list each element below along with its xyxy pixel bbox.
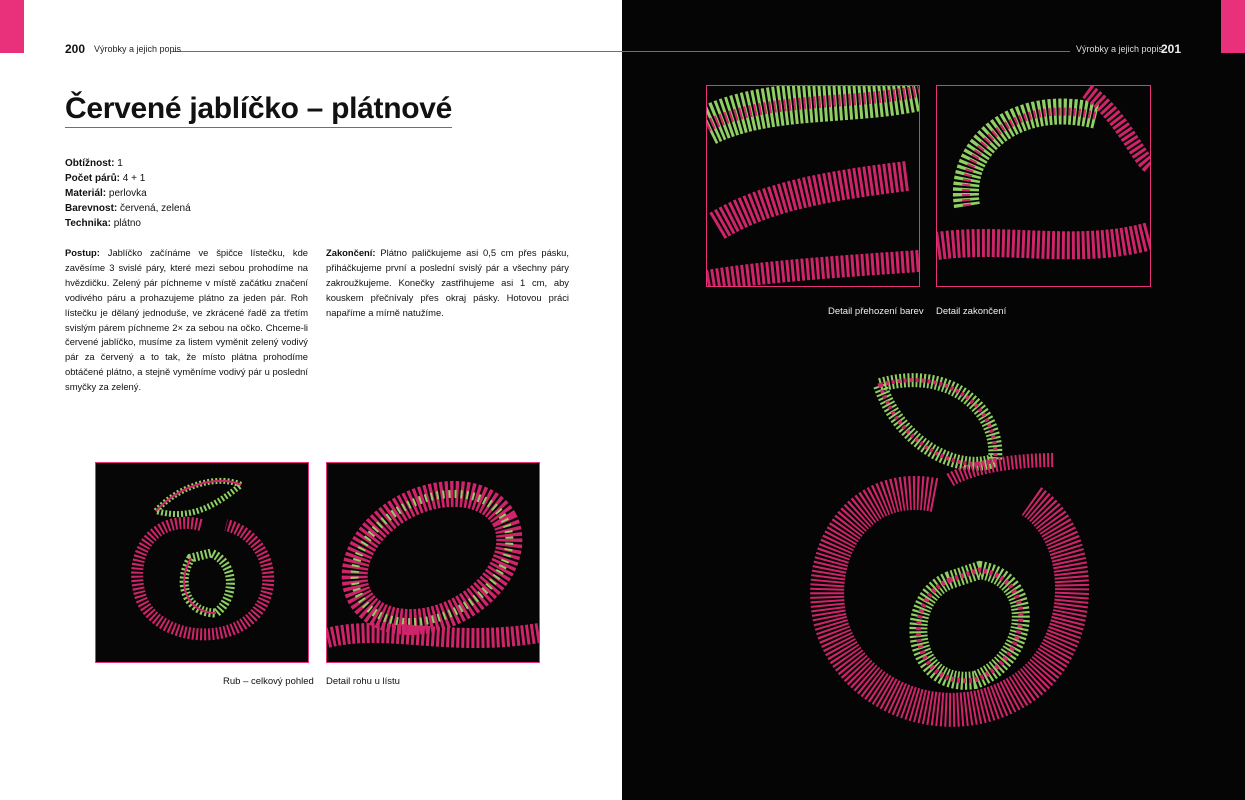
- right-page-tab: [1221, 0, 1245, 53]
- main-apple-lace-photo: [800, 370, 1100, 740]
- photo-corner-detail: [326, 462, 540, 663]
- caption-back-view: Rub – celkový pohled: [223, 676, 314, 687]
- spec-colors: Barevnost: červená, zelená: [65, 203, 191, 214]
- left-page-number: 200: [65, 42, 86, 56]
- caption-corner-detail: Detail rohu u lístu: [326, 676, 400, 687]
- photo-color-change-detail: [706, 85, 920, 287]
- right-running-title: Výrobky a jejich popis: [1076, 44, 1164, 54]
- left-running-title: Výrobky a jejich popis: [94, 44, 182, 54]
- caption-color-change-detail: Detail přehození barev: [828, 306, 924, 317]
- spec-technique: Technika: plátno: [65, 218, 141, 229]
- spec-pairs: Počet párů: 4 + 1: [65, 173, 146, 184]
- caption-ending-detail: Detail zakončení: [936, 306, 1007, 317]
- procedure-paragraph: Postup: Jablíčko začínáme ve špičce lístečku, kde zavěsíme 3 svislé páry, které mezi sebou prohodíme na hvězdičku. Zelený pár píchneme v místě začátku značení vodivého páru a prohazujeme plátno za jeden pár. Roh lístečku je dělaný jednoduše, ve zkrácené řadě za třetím svislým párem píchneme 2× za sebou na očko. Chceme-li červené jablíčko, musíme za listem vyměnit zelený vodivý pár za červený a to tak, že místo plátna prohodíme obtáčené plátno, a stejně vyměníme vodivý pár u poslední smyčky za zelený.: [65, 247, 309, 393]
- spec-material: Materiál: perlovka: [65, 188, 147, 199]
- spec-difficulty: Obtížnost: 1: [65, 158, 123, 169]
- header-rule: [173, 51, 1070, 52]
- finishing-paragraph: Zakončení: Plátno paličkujeme asi 0,5 cm přes pásku, přiháčkujeme první a poslední svislý pár a všechny páry zakroužkujeme. Konečky zastřihujeme asi 1 cm, aby kouskem přečnívaly přes okraj pásky. Hotovou práci napaříme a mírně natužíme.: [326, 247, 570, 318]
- specs-list: [65, 156, 191, 231]
- photo-ending-detail: [936, 85, 1151, 287]
- right-page-number: 201: [1161, 42, 1182, 56]
- left-page-tab: [0, 0, 24, 53]
- page-title: Červené jablíčko – plátnové: [65, 92, 452, 128]
- photo-back-view: [95, 462, 309, 663]
